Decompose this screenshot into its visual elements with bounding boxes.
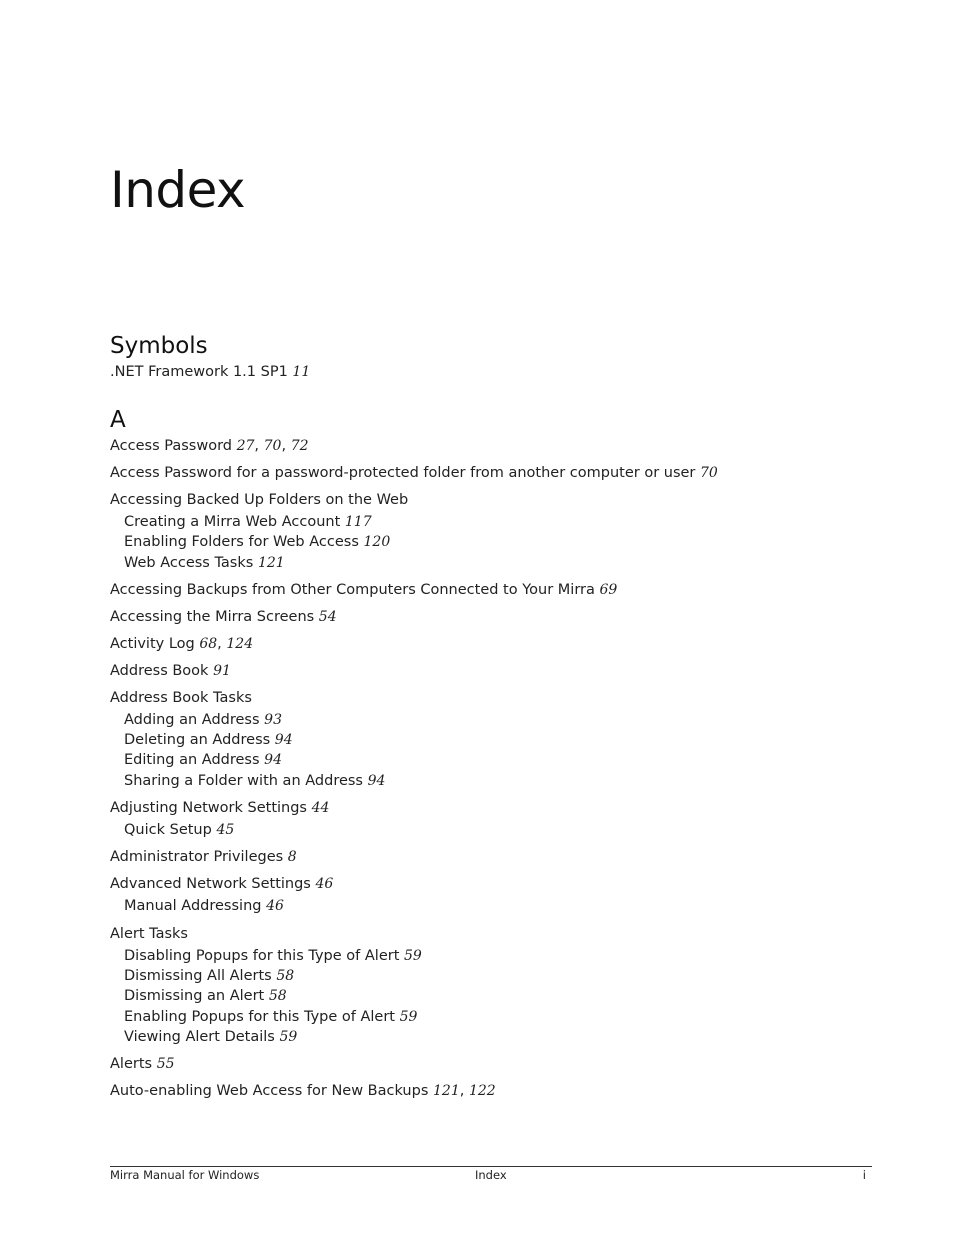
index-subentry-text: Manual Addressing (124, 898, 262, 915)
index-subentry-text: Sharing a Folder with an Address (124, 772, 363, 789)
index-entry-text: Alert Tasks (110, 925, 188, 942)
index-entry-text: Auto-enabling Web Access for New Backups (110, 1083, 429, 1100)
index-subentry (124, 730, 890, 750)
page-reference-link[interactable]: 91 (213, 662, 231, 679)
index-entry: Auto-enabling Web Access for New Backups 121, 122 (110, 1083, 496, 1100)
index-subentry (124, 771, 890, 791)
page-reference-link[interactable]: 69 (599, 581, 618, 598)
index-subentry (124, 1007, 890, 1027)
index-subentry (124, 986, 890, 1006)
page-reference-link[interactable]: 59 (404, 947, 422, 964)
page-reference-link[interactable]: 117 (344, 514, 372, 530)
index-entry (110, 580, 890, 600)
index-subentry (124, 820, 890, 840)
index-entry-text: Advanced Network Settings (110, 876, 311, 893)
page-reference-link[interactable]: 54 (318, 608, 337, 625)
index-subentry-text: Quick Setup (124, 822, 212, 839)
page-reference-link[interactable]: 45 (216, 822, 235, 839)
page-reference-link[interactable]: 93 (264, 711, 282, 728)
index-subentry-text: Dismissing All Alerts (124, 967, 272, 984)
page-reference-link[interactable]: 70 (700, 465, 718, 481)
page-footer (110, 1166, 872, 1187)
page-reference-link[interactable]: 46 (315, 876, 334, 893)
footer-page-number: i (862, 1168, 866, 1182)
page-reference-link[interactable]: 8 (287, 849, 297, 866)
index-subentry-text: Viewing Alert Details (124, 1028, 275, 1045)
index-subentry-text: Dismissing an Alert (124, 988, 265, 1005)
index-entry-text: Access Password (110, 438, 232, 454)
page-reference-link[interactable]: 94 (264, 752, 282, 769)
index-subentry-text: Web Access Tasks (124, 554, 254, 571)
index-entry (110, 924, 890, 944)
index-subentry-text: Enabling Popups for this Type of Alert (124, 1008, 395, 1025)
index-subentry-text: Deleting an Address (124, 732, 271, 749)
index-subentry (124, 532, 890, 552)
index-entry-text: Administrator Privileges (110, 849, 284, 866)
index-subentry (124, 896, 890, 916)
index-entry-text: Activity Log (110, 635, 195, 652)
index-entry-text: Accessing Backups from Other Computers Connected to Your Mirra (110, 581, 595, 598)
index-subentry-text: Disabling Popups for this Type of Alert (124, 947, 400, 964)
index-entry (110, 463, 890, 483)
page-reference-link[interactable]: 68 (199, 635, 218, 652)
index-subentry-text: Creating a Mirra Web Account (124, 514, 341, 530)
section-heading: A (110, 407, 126, 433)
index-subentry-list (124, 896, 890, 916)
index-subentry-text: Enabling Folders for Web Access (124, 534, 359, 551)
page-reference-link[interactable]: 120 (363, 534, 391, 551)
index-subentry-list (124, 710, 890, 791)
page-reference-link[interactable]: 94 (367, 772, 386, 789)
index-entry-list (110, 436, 890, 1101)
page-reference-link[interactable]: 59 (279, 1028, 298, 1045)
index-entry (110, 1054, 890, 1074)
index-subentry (124, 966, 890, 986)
index-entry (110, 847, 890, 867)
page-reference-link[interactable]: 55 (156, 1056, 175, 1073)
page-reference-link[interactable]: 122 (468, 1083, 496, 1100)
index-entry (110, 661, 890, 681)
page-reference-link[interactable]: 70 (263, 438, 282, 454)
page-reference-link[interactable]: 124 (226, 635, 254, 652)
index-subentry (124, 1027, 890, 1047)
index-entry (110, 607, 890, 627)
index-entry (110, 874, 890, 894)
page-reference-link[interactable]: 27 (236, 438, 255, 454)
index-subentry-list (124, 946, 890, 1047)
page-reference-link[interactable]: 94 (274, 732, 293, 749)
index-entry-text: Accessing Backed Up Folders on the Web (110, 492, 409, 508)
page-reference-link[interactable]: 44 (311, 800, 330, 817)
page-reference-link[interactable]: 11 (292, 364, 311, 380)
page-reference-link[interactable]: 59 (399, 1008, 418, 1025)
page-reference-link[interactable]: 58 (276, 967, 295, 984)
index-entry-text: Adjusting Network Settings (110, 800, 307, 817)
footer-manual-title: Mirra Manual for Windows (110, 1168, 260, 1182)
index-subentry (124, 750, 890, 770)
index-entry-text: .NET Framework 1.1 SP1 (110, 364, 288, 380)
index-subentry-text: Editing an Address (124, 752, 260, 769)
index-entry-text: Accessing the Mirra Screens (110, 608, 315, 625)
index-entry (110, 362, 890, 382)
index-subentry (124, 710, 890, 730)
index-entry (110, 798, 890, 818)
page-reference-link[interactable]: 72 (290, 438, 309, 454)
index-subentry-list (124, 820, 890, 840)
index-subentry (124, 512, 890, 532)
page-reference-link[interactable]: 121 (257, 554, 285, 571)
section-heading: Symbols (110, 333, 208, 359)
footer-section-name: Index (475, 1168, 507, 1182)
index-subentry (124, 553, 890, 573)
index-entry-text: Address Book Tasks (110, 689, 252, 706)
index-entry-text: Address Book (110, 662, 209, 679)
page-reference-link[interactable]: 46 (266, 898, 284, 915)
index-body (110, 330, 890, 1101)
page-reference-link[interactable]: 121 (433, 1083, 460, 1100)
page-reference-link[interactable]: 58 (268, 988, 287, 1005)
index-subentry-text: Adding an Address (124, 711, 260, 728)
index-entry-text: Access Password for a password-protected folder from another computer or user (110, 465, 696, 481)
index-entry: Access Password 27, 70, 72 (110, 438, 309, 454)
index-entry (110, 688, 890, 708)
index-entry (110, 490, 890, 510)
index-entry-text: Alerts (110, 1056, 153, 1073)
index-entry: Activity Log 68, 124 (110, 635, 254, 652)
page-title: Index (110, 161, 246, 219)
index-subentry (124, 946, 890, 966)
index-entry-list (110, 362, 890, 382)
index-subentry-list (124, 512, 890, 573)
